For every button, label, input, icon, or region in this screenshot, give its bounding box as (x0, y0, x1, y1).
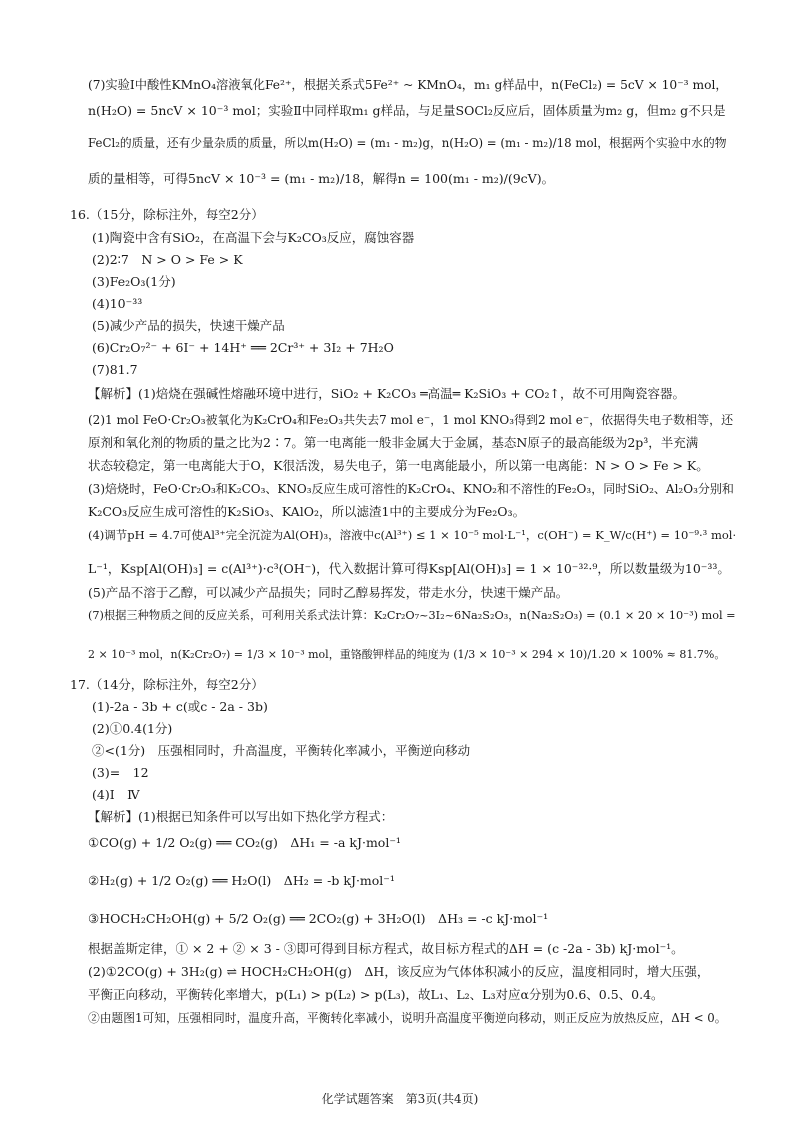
page-footer: 化学试题答案 第3页(共4页) (321, 1092, 479, 1106)
answer-line: (4)Ⅰ Ⅳ (92, 787, 140, 802)
answer-line: (2)①0.4(1分) (92, 721, 173, 736)
answer-line: (3)= 12 (92, 765, 149, 780)
question-heading: 17.（14分，除标注外，每空2分） (70, 677, 264, 692)
text-line: 质的量相等，可得5ncV × 10⁻³ = (m₁ - m₂)/18，解得n = 100(m₁ - m₂)/(9cV)。 (88, 171, 555, 186)
analysis-line: ②由题图1可知，压强相同时，温度升高，平衡转化率减小，说明升高温度平衡逆向移动，则正反应为放热反应，ΔH < 0。 (88, 1011, 727, 1025)
analysis-line: 【解析】(1)根据已知条件可以写出如下热化学方程式： (88, 809, 394, 824)
equation-line: ②H₂(g) + 1/2 O₂(g) ══ H₂O(l) ΔH₂ = -b kJ·mol⁻¹ (88, 873, 395, 888)
analysis-line: (2)①2CO(g) + 3H₂(g) ⇌ HOCH₂CH₂OH(g) ΔH，该反应为气体体积减小的反应，温度相同时，增大压强， (88, 964, 710, 979)
analysis-line: 平衡正向移动，平衡转化率增大，p(L₁) > p(L₂) > p(L₃)，故L₁、L₂、L₃对应α分别为0.6、0.5、0.4。 (88, 987, 664, 1002)
analysis-line: (3)焙烧时，FeO·Cr₂O₃和K₂CO₃、KNO₃反应生成可溶性的K₂CrO₄、KNO₂和不溶性的Fe₂O₃，同时SiO₂、Al₂O₃分别和 (88, 482, 734, 496)
answer-line: (1)陶瓷中含有SiO₂，在高温下会与K₂CO₃反应，腐蚀容器 (92, 230, 415, 245)
analysis-line: 【解析】(1)焙烧在强碱性熔融环境中进行，SiO₂ + K₂CO₃ ═高温═ K₂SiO₃ + CO₂↑，故不可用陶瓷容器。 (88, 386, 686, 401)
text-line: FeCl₂的质量，还有少量杂质的质量，所以m(H₂O) = (m₁ - m₂)g，n(H₂O) = (m₁ - m₂)/18 mol，根据两个实验中水的物 (88, 136, 727, 150)
analysis-line: L⁻¹，Ksp[Al(OH)₃] = c(Al³⁺)·c³(OH⁻)，代入数据计算可得Ksp[Al(OH)₃] = 1 × 10⁻³²·⁹，所以数量级为10⁻³³。 (88, 561, 730, 576)
analysis-line: 状态较稳定，第一电离能大于O，K很活泼，易失电子，第一电离能最小，所以第一电离能：N > O > Fe > K。 (88, 458, 709, 473)
question-heading: 16.（15分，除标注外，每空2分） (70, 207, 264, 222)
answer-line: (6)Cr₂O₇²⁻ + 6I⁻ + 14H⁺ ══ 2Cr³⁺ + 3I₂ + 7H₂O (92, 340, 394, 355)
answer-line: (4)10⁻³³ (92, 296, 143, 311)
analysis-line: K₂CO₃反应生成可溶性的K₂SiO₃、KAlO₂，所以滤渣1中的主要成分为Fe₂O₃。 (88, 504, 526, 519)
answer-line: (3)Fe₂O₃(1分) (92, 274, 176, 289)
answer-line: (7)81.7 (92, 362, 138, 377)
answer-line: (1)-2a - 3b + c(或c - 2a - 3b) (92, 699, 268, 714)
analysis-line: (2)1 mol FeO·Cr₂O₃被氧化为K₂CrO₄和Fe₂O₃共失去7 mol e⁻，1 mol KNO₃得到2 mol e⁻，依据得失电子数相等，还 (88, 413, 734, 427)
equation-line: ①CO(g) + 1/2 O₂(g) ══ CO₂(g) ΔH₁ = -a kJ·mol⁻¹ (88, 835, 401, 850)
analysis-line: (4)调节pH = 4.7可使Al³⁺完全沉淀为Al(OH)₃，溶液中c(Al³⁺) ≤ 1 × 10⁻⁵ mol·L⁻¹，c(OH⁻) = K_W/c(H⁺) = 10⁻⁹·³ mol· (88, 528, 737, 542)
equation-line: ③HOCH₂CH₂OH(g) + 5/2 O₂(g) ══ 2CO₂(g) + 3H₂O(l) ΔH₃ = -c kJ·mol⁻¹ (88, 911, 549, 926)
answer-line: ②<(1分) 压强相同时，升高温度，平衡转化率减小，平衡逆向移动 (92, 743, 471, 758)
text-line: n(H₂O) = 5ncV × 10⁻³ mol；实验Ⅱ中同样取m₁ g样品，与足量SOCl₂反应后，固体质量为m₂ g，但m₂ g不只是 (88, 103, 726, 118)
answer-line: (2)2∶7 N > O > Fe > K (92, 252, 243, 267)
analysis-line: 2 × 10⁻³ mol，n(K₂Cr₂O₇) = 1/3 × 10⁻³ mol，重铬酸钾样品的纯度为 (1/3 × 10⁻³ × 294 × 10)/1.20 × 100% ≈ 81.7%。 (88, 648, 726, 661)
analysis-line: 根据盖斯定律，① × 2 + ② × 3 - ③即可得到目标方程式，故目标方程式的ΔH = (c -2a - 3b) kJ·mol⁻¹。 (88, 941, 684, 956)
analysis-line: (5)产品不溶于乙醇，可以减少产品损失；同时乙醇易挥发，带走水分，快速干燥产品。 (88, 585, 569, 600)
text-line: (7)实验Ⅰ中酸性KMnO₄溶液氧化Fe²⁺，根据关系式5Fe²⁺ ~ KMnO₄，m₁ g样品中，n(FeCl₂) = 5cV × 10⁻³ mol， (88, 78, 728, 92)
analysis-line: (7)根据三种物质之间的反应关系，可利用关系式法计算：K₂Cr₂O₇~3I₂~6Na₂S₂O₃，n(Na₂S₂O₃) = (0.1 × 20 × 10⁻³) mol = (88, 609, 736, 622)
answer-line: (5)减少产品的损失，快速干燥产品 (92, 318, 285, 333)
analysis-line: 原剂和氧化剂的物质的量之比为2∶7。第一电离能一般非金属大于金属，基态N原子的最高能级为2p³，半充满 (88, 435, 699, 450)
